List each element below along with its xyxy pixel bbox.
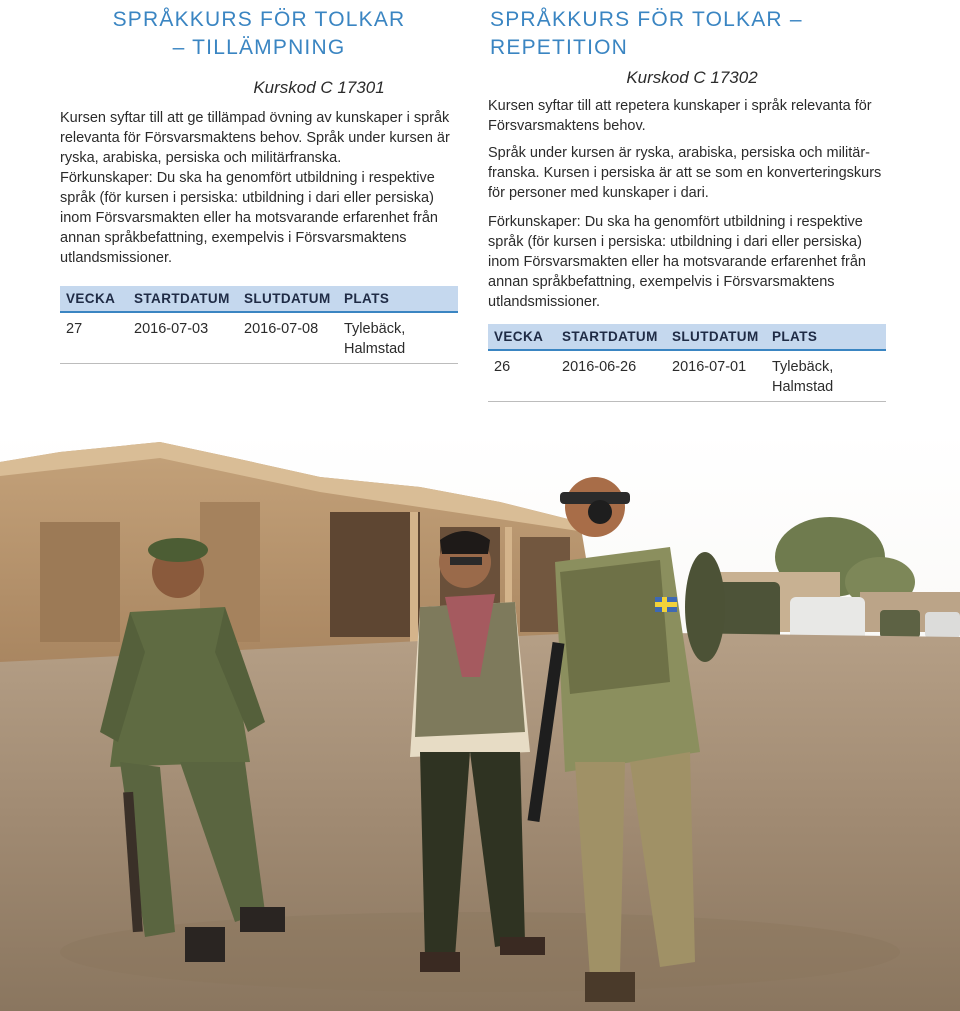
table-row (488, 350, 886, 402)
cell-vecka: 27 (60, 312, 128, 364)
cell-plats: Tylebäck, Halmstad (338, 312, 458, 364)
course-title-line2: – TILLÄMPNING (172, 36, 346, 59)
cell-slutdatum: 2016-07-08 (238, 312, 338, 364)
schedule-header-row (60, 286, 458, 312)
header-plats: PLATS (338, 286, 458, 312)
header-startdatum: STARTDATUM (556, 324, 666, 350)
photo-illustration (0, 432, 960, 1011)
header-vecka: VECKA (488, 324, 556, 350)
cell-startdatum: 2016-06-26 (556, 350, 666, 402)
course-prerequisites: Förkunskaper: Du ska ha genomfört utbildning i respektive språk (för kursen i persiska: utbildning i dari eller persiska) inom Försvarsmakten eller ha motsvarande erfarenhet från annan språkbefattning, exempelvis i Försvarsmaktens utlandsmissioner. (488, 214, 866, 310)
course-title-tillampning (60, 0, 458, 62)
table-row (60, 312, 458, 364)
course-code: Kurskod C 17302 (626, 68, 758, 87)
course-title-line1: SPRÅKKURS FÖR TOLKAR (112, 8, 406, 31)
cell-vecka: 26 (488, 350, 556, 402)
soldiers-street-photo (0, 432, 960, 1011)
course-c17301-section (60, 0, 458, 364)
schedule-table (488, 324, 886, 402)
course-description: Kursen syftar till att repetera kunskaper i språk relevanta för Försvarsmaktens behov. (488, 98, 872, 134)
schedule-table (60, 286, 458, 364)
course-languages: Språk under kursen är ryska, arabiska, persiska och militärfranska. Kursen i persiska är att se som en konverteringskurs för personer med kunskaper i dari. (488, 145, 882, 201)
cell-plats: Tylebäck, Halmstad (766, 350, 886, 402)
header-vecka: VECKA (60, 286, 128, 312)
course-c17302-section (488, 0, 886, 402)
course-title-repetition: SPRÅKKURS FÖR TOLKAR – REPETITION (490, 8, 803, 59)
schedule-header-row (488, 324, 886, 350)
header-slutdatum: SLUTDATUM (666, 324, 766, 350)
header-startdatum: STARTDATUM (128, 286, 238, 312)
header-slutdatum: SLUTDATUM (238, 286, 338, 312)
course-code: Kurskod C 17301 (253, 78, 385, 97)
cell-startdatum: 2016-07-03 (128, 312, 238, 364)
course-prerequisites: Förkunskaper: Du ska ha genomfört utbildning i respektive språk (för kursen i persiska: utbildning i dari eller persiska) inom Försvarsmakten eller ha motsvarande erfarenhet från annan språkbefattning, exempelvis i Försvarsmaktens utlandsmissioner. (60, 170, 438, 266)
course-description: Kursen syftar till att ge tillämpad övning av kunskaper i språk relevanta för Försvarsmaktens behov. Språk under kursen är ryska, arabiska, persiska och militärfranska. (60, 110, 450, 166)
header-plats: PLATS (766, 324, 886, 350)
cell-slutdatum: 2016-07-01 (666, 350, 766, 402)
